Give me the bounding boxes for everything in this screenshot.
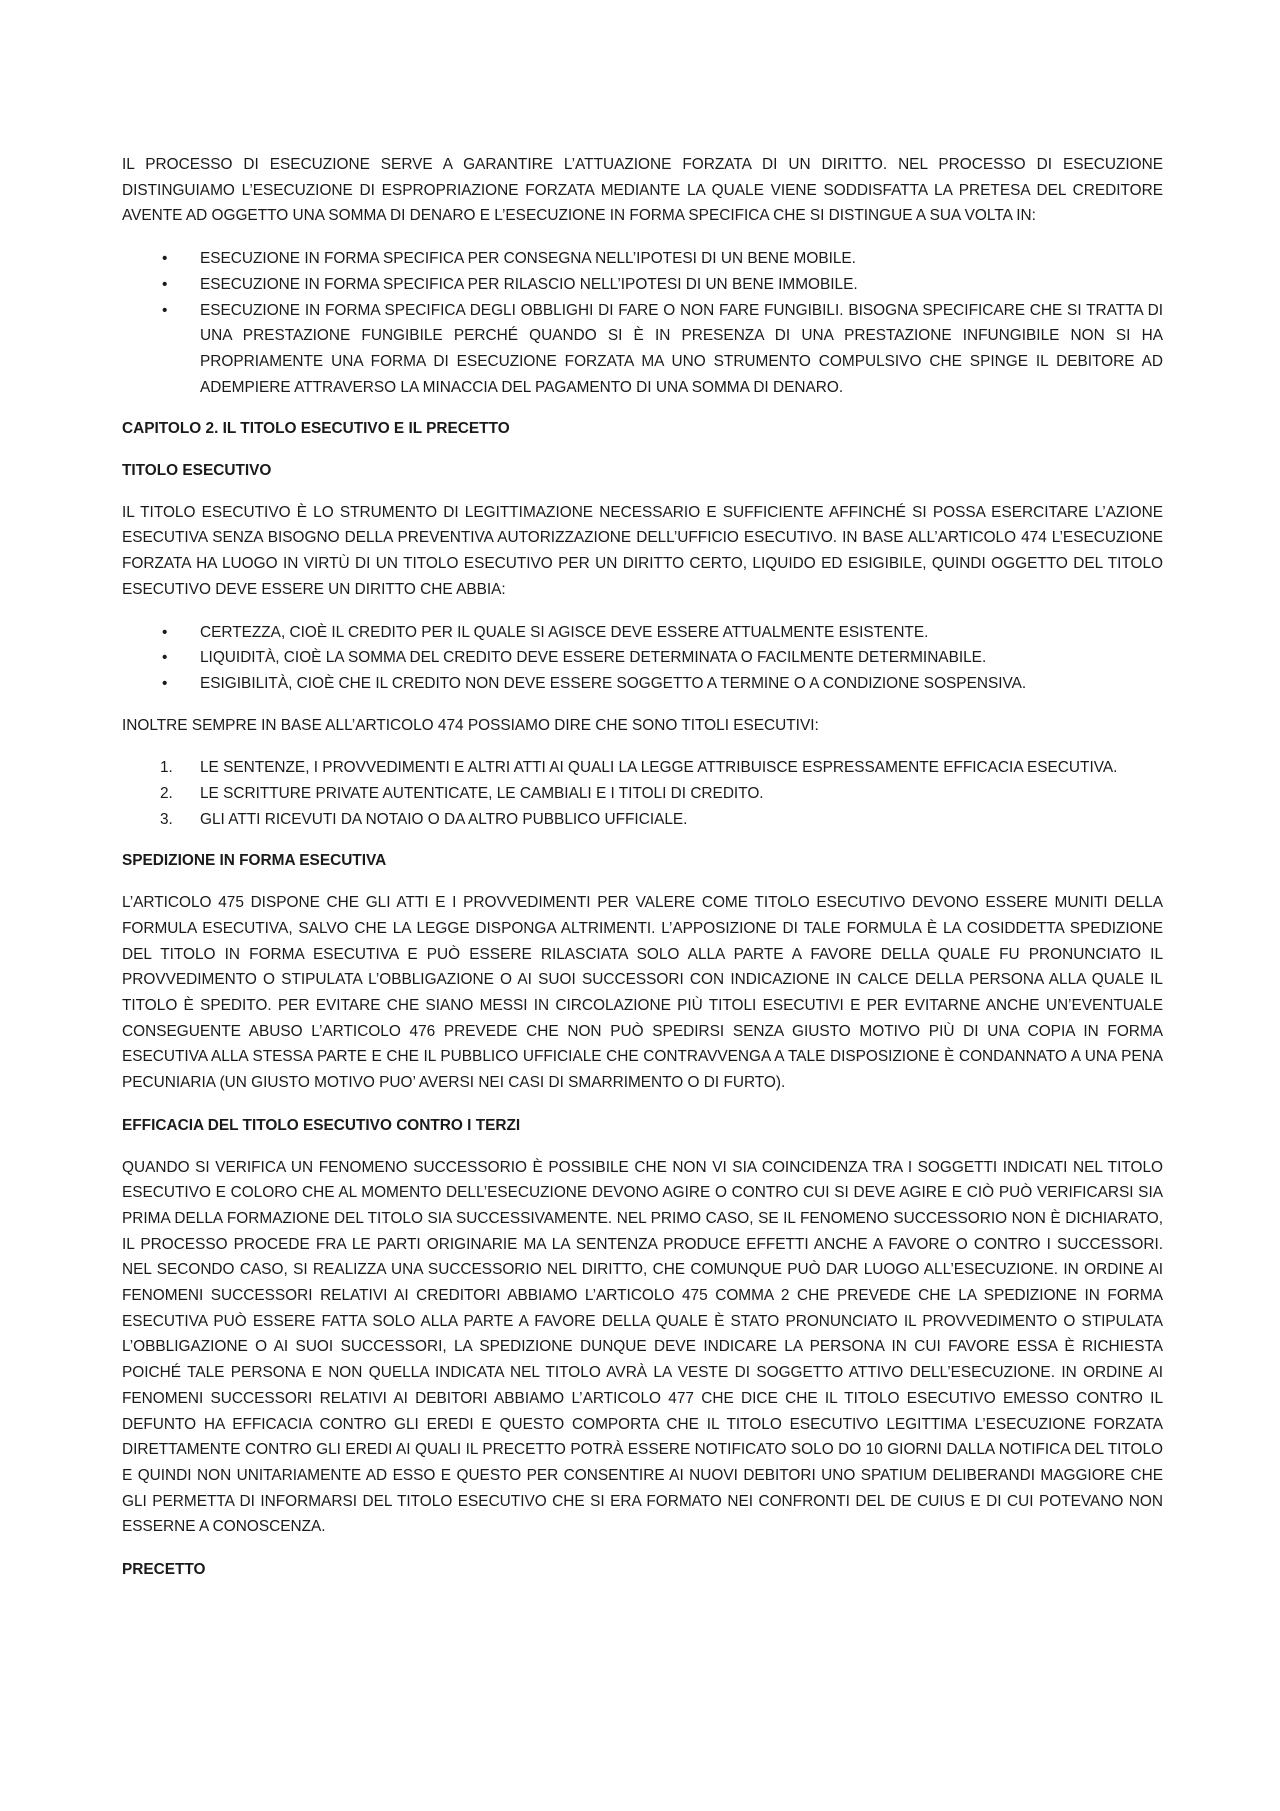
requisiti-bullet-list (122, 620, 1163, 697)
list-item (122, 620, 1163, 646)
list-item (122, 645, 1163, 671)
list-item (122, 298, 1163, 401)
section-heading-spedizione: SPEDIZIONE IN FORMA ESECUTIVA (122, 852, 387, 870)
chapter-heading: CAPITOLO 2. IL TITOLO ESECUTIVO E IL PRECETTO (122, 420, 510, 438)
list-item (122, 755, 1163, 781)
list-item-text: ESECUZIONE IN FORMA SPECIFICA DEGLI OBBLIGHI DI FARE O NON FARE FUNGIBILI. BISOGNA SPECIFICARE CHE SI TRATTA DI UNA PRESTAZIONE FUNGIBILE PERCHÉ QUANDO SI È IN PRESENZA DI UNA PRESTAZIONE INFUNGIBILE NON SI HA PROPRIAMENTE UNA FORMA DI ESECUZIONE FORZATA MA UNO STRUMENTO COMPULSIVO CHE SPINGE IL DEBITORE AD ADEMPIERE ATTRAVERSO LA MINACCIA DEL PAGAMENTO DI UNA SOMMA DI DENARO. (200, 301, 1163, 396)
list-item (122, 781, 1163, 807)
list-item (122, 246, 1163, 272)
bullet-icon: • (162, 649, 168, 667)
efficacia-paragraph: QUANDO SI VERIFICA UN FENOMENO SUCCESSORIO È POSSIBILE CHE NON VI SIA COINCIDENZA TRA I SOGGETTI INDICATI NEL TITOLO ESECUTIVO E COLORO CHE AL MOMENTO DELL’ESECUZIONE DEVONO AGIRE O CONTRO CUI SI DEVE AGIRE E CIÒ PUÒ VERIFICARSI SIA PRIMA DELLA FORMAZIONE DEL TITOLO SIA SUCCESSIVAMENTE. NEL PRIMO CASO, SE IL FENOMENO SUCCESSORIO NON È DICHIARATO, IL PROCESSO PROCEDE FRA LE PARTI ORIGINARIE MA LA SENTENZA PRODUCE EFFETTI ANCHE A FAVORE O CONTRO I SUCCESSORI. NEL SECONDO CASO, SI REALIZZA UNA SUCCESSORIO NEL DIRITTO, CHE COMUNQUE PUÒ DAR LUOGO ALL’ESECUZIONE. IN ORDINE AI FENOMENI SUCCESSORI RELATIVI AI CREDITORI ABBIAMO L’ARTICOLO 475 COMMA 2 CHE PREVEDE CHE LA SPEDIZIONE IN FORMA ESECUTIVA PUÒ ESSERE FATTA SOLO ALLA PARTE A FAVORE DELLA QUALE È STATO PRONUNCIATO IL PROVVEDIMENTO O STIPULATA L’OBBLIGAZIONE O AI SUOI SUCCESSORI, LA SPEDIZIONE DUNQUE DEVE INDICARE LA PERSONA IN CUI FAVORE ESSA È RICHIESTA POICHÉ TALE PERSONA E NON QUELLA INDICATA NEL TITOLO AVRÀ LA VESTE DI SOGGETTO ATTIVO DELL’ESECUZIONE. IN ORDINE AI FENOMENI SUCCESSORI RELATIVI AI DEBITORI ABBIAMO L’ARTICOLO 477 CHE DICE CHE IL TITOLO ESECUTIVO EMESSO CONTRO IL DEFUNTO HA EFFICACIA CONTRO GLI EREDI E QUESTO COMPORTA CHE IL TITOLO ESECUTIVO LEGITTIMA L’ESECUZIONE FORZATA DIRETTAMENTE CONTRO GLI EREDI AI QUALI IL PRECETTO POTRÀ ESSERE NOTIFICATO SOLO DO 10 GIORNI DALLA NOTIFICA DEL TITOLO E QUINDI NON UNITARIAMENTE AD ESSO E QUESTO PER CONSENTIRE AI NUOVI DEBITORI UNO SPATIUM DELIBERANDI MAGGIORE CHE GLI PERMETTA DI INFORMARSI DEL TITOLO ESECUTIVO CHE SI ERA FORMATO NEI CONFRONTI DEL DE CUIUS E DI CUI POTEVANO NON ESSERNE A CONOSCENZA. (122, 1158, 1163, 1536)
list-number: 2. (160, 785, 173, 803)
section-heading-precetto: PRECETTO (122, 1561, 206, 1579)
list-item-text: ESECUZIONE IN FORMA SPECIFICA PER CONSEGNA NELL’IPOTESI DI UN BENE MOBILE. (200, 250, 856, 268)
document-page (122, 152, 1163, 1599)
list-item-text: ESIGIBILITÀ, CIOÈ CHE IL CREDITO NON DEVE ESSERE SOGGETTO A TERMINE O A CONDIZIONE SOSPENSIVA. (200, 674, 1027, 692)
intro-paragraph: IL PROCESSO DI ESECUZIONE SERVE A GARANTIRE L’ATTUAZIONE FORZATA DI UN DIRITTO. NEL PROCESSO DI ESECUZIONE DISTINGUIAMO L’ESECUZIONE DI ESPROPRIAZIONE FORZATA MEDIANTE LA QUALE VIENE SODDISFATTA LA PRETESA DEL CREDITORE AVENTE AD OGGETTO UNA SOMMA DI DENARO E L’ESECUZIONE IN FORMA SPECIFICA CHE SI DISTINGUE A SUA VOLTA IN: (122, 156, 1163, 225)
bullet-icon: • (162, 623, 168, 641)
titoli-esecutivi-intro: INOLTRE SEMPRE IN BASE ALL’ARTICOLO 474 POSSIAMO DIRE CHE SONO TITOLI ESECUTIVI: (122, 716, 819, 734)
titolo-esecutivo-paragraph: IL TITOLO ESECUTIVO È LO STRUMENTO DI LEGITTIMAZIONE NECESSARIO E SUFFICIENTE AFFINCHÉ SI POSSA ESERCITARE L’AZIONE ESECUTIVA SENZA BISOGNO DELLA PREVENTIVA AUTORIZZAZIONE DELL’UFFICIO ESECUTIVO. IN BASE ALL’ARTICOLO 474 L’ESECUZIONE FORZATA HA LUOGO IN VIRTÙ DI UN TITOLO ESECUTIVO PER UN DIRITTO CERTO, LIQUIDO ED ESIGIBILE, QUINDI OGGETTO DEL TITOLO ESECUTIVO DEVE ESSERE UN DIRITTO CHE ABBIA: (122, 503, 1163, 598)
list-item-text: CERTEZZA, CIOÈ IL CREDITO PER IL QUALE SI AGISCE DEVE ESSERE ATTUALMENTE ESISTENTE. (200, 623, 929, 641)
list-item (122, 272, 1163, 298)
spedizione-paragraph: L’ARTICOLO 475 DISPONE CHE GLI ATTI E I PROVVEDIMENTI PER VALERE COME TITOLO ESECUTIVO DEVONO ESSERE MUNITI DELLA FORMULA ESECUTIVA, SALVO CHE LA LEGGE DISPONGA ALTRIMENTI. L’APPOSIZIONE DI TALE FORMULA È LA COSIDDETTA SPEDIZIONE DEL TITOLO IN FORMA ESECUTIVA E PUÒ ESSERE RILASCIATA SOLO ALLA PARTE A FAVORE DELLA QUALE FU PRONUNCIATO IL PROVVEDIMENTO O STIPULATA L’OBBLIGAZIONE O AI SUOI SUCCESSORI CON INDICAZIONE IN CALCE DELLA PERSONA ALLA QUALE IL TITOLO È SPEDITO. PER EVITARE CHE SIANO MESSI IN CIRCOLAZIONE PIÙ TITOLI ESECUTIVI E PER EVITARNE ANCHE UN’EVENTUALE CONSEGUENTE ABUSO L’ARTICOLO 476 PREVEDE CHE NON PUÒ SPEDIRSI SENZA GIUSTO MOTIVO PIÙ DI UNA COPIA IN FORMA ESECUTIVA ALLA STESSA PARTE E CHE IL PUBBLICO UFFICIALE CHE CONTRAVVENGA A TALE DISPOSIZIONE È CONDANNATO A UNA PENA PECUNIARIA (UN GIUSTO MOTIVO PUO’ AVERSI NEI CASI DI SMARRIMENTO O DI FURTO). (122, 894, 1163, 1092)
list-item-text: LE SENTENZE, I PROVVEDIMENTI E ALTRI ATTI AI QUALI LA LEGGE ATTRIBUISCE ESPRESSAMENTE EFFICACIA ESECUTIVA. (200, 759, 1118, 777)
list-number: 3. (160, 810, 173, 828)
list-item-text: LIQUIDITÀ, CIOÈ LA SOMMA DEL CREDITO DEVE ESSERE DETERMINATA O FACILMENTE DETERMINABILE. (200, 649, 987, 667)
bullet-icon: • (162, 674, 168, 692)
list-item (122, 671, 1163, 697)
titoli-numbered-list (122, 755, 1163, 832)
list-item-text: GLI ATTI RICEVUTI DA NOTAIO O DA ALTRO PUBBLICO UFFICIALE. (200, 810, 688, 828)
list-item (122, 807, 1163, 833)
intro-bullet-list (122, 246, 1163, 400)
bullet-icon: • (162, 275, 168, 293)
bullet-icon: • (162, 250, 168, 268)
section-heading-titolo-esecutivo: TITOLO ESECUTIVO (122, 462, 272, 480)
list-number: 1. (160, 759, 173, 777)
section-heading-efficacia: EFFICACIA DEL TITOLO ESECUTIVO CONTRO I TERZI (122, 1116, 521, 1134)
list-item-text: ESECUZIONE IN FORMA SPECIFICA PER RILASCIO NELL’IPOTESI DI UN BENE IMMOBILE. (200, 275, 858, 293)
list-item-text: LE SCRITTURE PRIVATE AUTENTICATE, LE CAMBIALI E I TITOLI DI CREDITO. (200, 785, 764, 803)
bullet-icon: • (162, 301, 168, 319)
